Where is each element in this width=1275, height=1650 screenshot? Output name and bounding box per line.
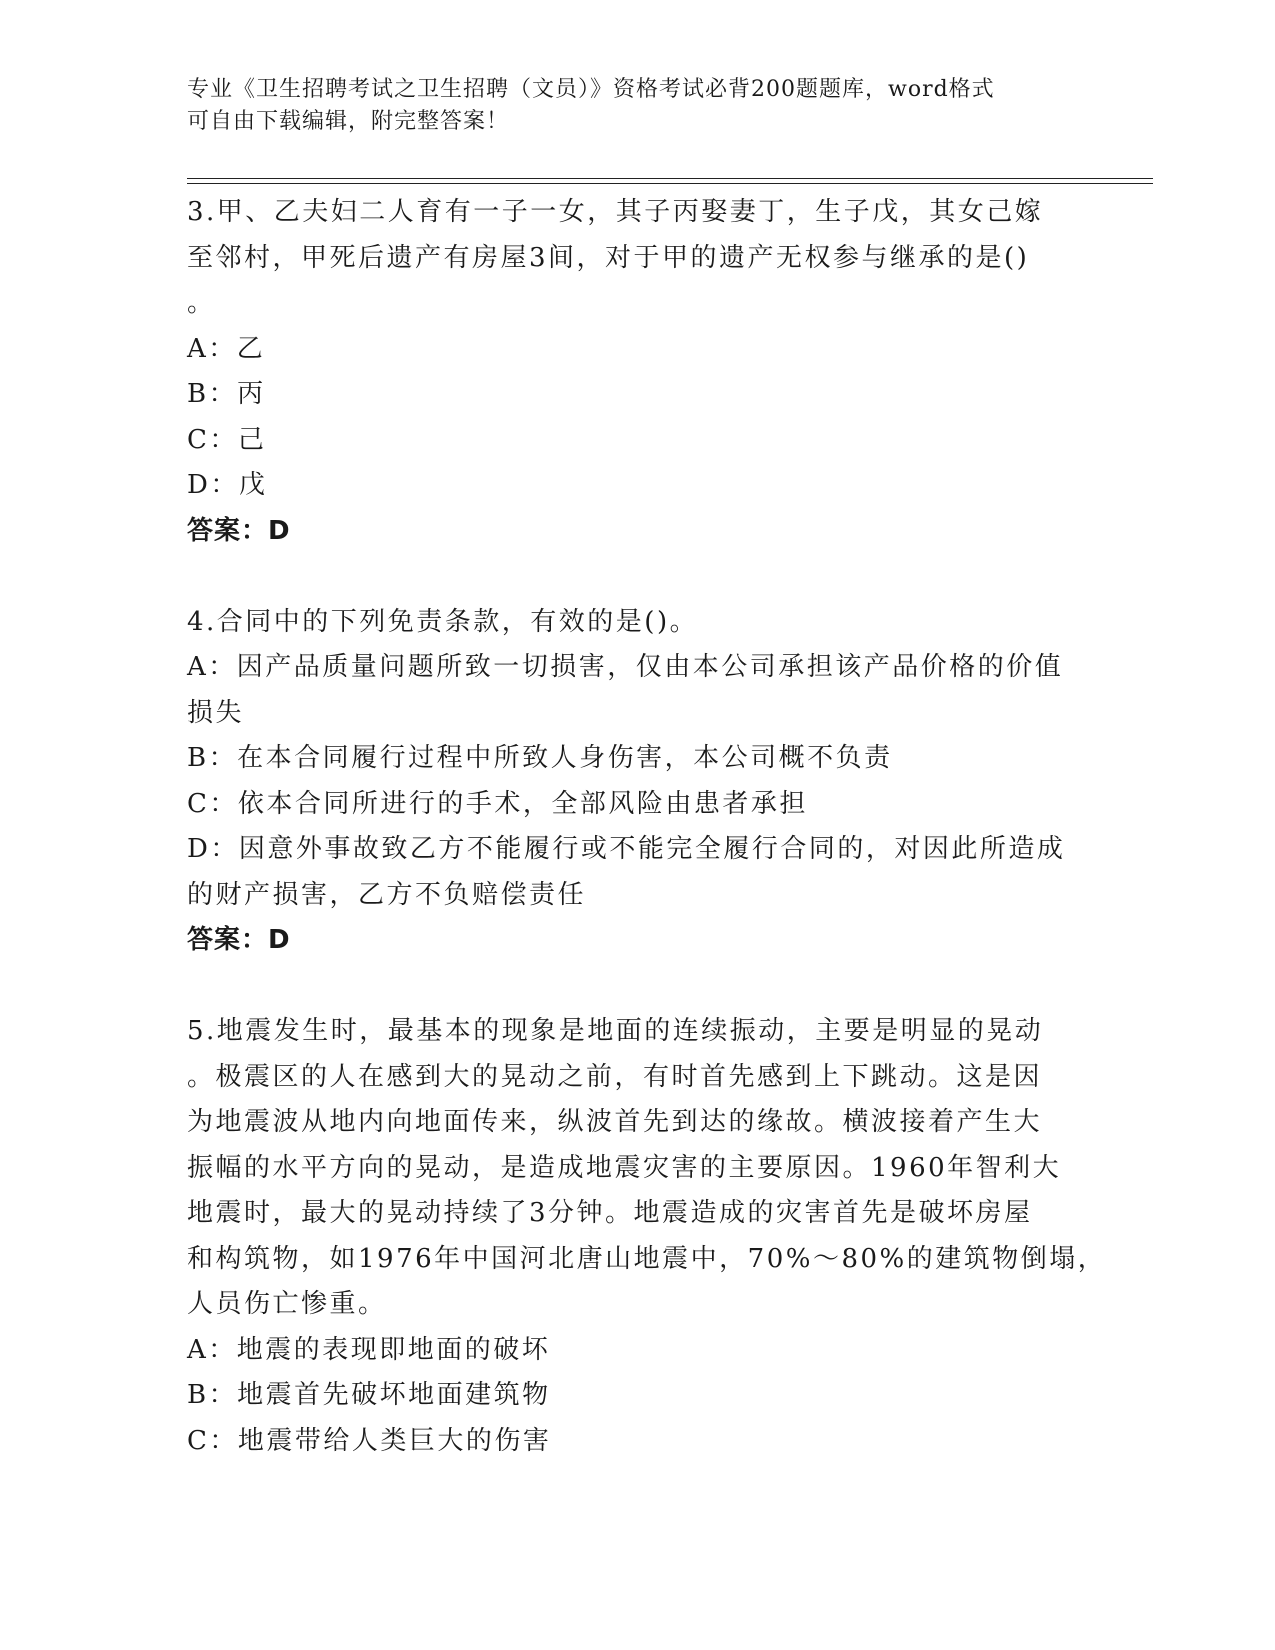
question-stem-line: 3.甲、乙夫妇二人育有一子一女，其子丙娶妻丁，生子戊，其女己嫁 xyxy=(187,197,1044,227)
spacer xyxy=(187,554,1087,600)
header-divider-bottom xyxy=(187,183,1153,184)
option-d: D：因意外事故致乙方不能履行或不能完全履行合同的，对因此所造成 xyxy=(187,834,1066,864)
question-list xyxy=(187,190,1107,1464)
question-stem-line: 至邻村，甲死后遗产有房屋3间，对于甲的遗产无权参与继承的是() xyxy=(187,242,1030,273)
question-stem-line: 为地震波从地内向地面传来，纵波首先到达的缘故。横波接着产生大 xyxy=(187,1107,1043,1137)
answer-label: 答案：D xyxy=(187,925,291,955)
header-line-1: 专业《卫生招聘考试之卫生招聘（文员）》资格考试必背200题题库，word格式 xyxy=(187,77,995,102)
option-a: A：乙 xyxy=(187,333,266,364)
question-stem-line: 人员伤亡惨重。 xyxy=(187,1289,387,1319)
option-d: D：戊 xyxy=(187,470,268,500)
question-stem-line: 和构筑物，如1976年中国河北唐山地震中，70%～80%的建筑物倒塌， xyxy=(187,1243,1107,1274)
question-stem-line: 。 xyxy=(187,288,216,318)
option-d-continued: 的财产损害，乙方不负赔偿责任 xyxy=(187,879,587,910)
question-4 xyxy=(187,600,1087,964)
answer-label: 答案：D xyxy=(187,515,291,546)
option-c: C：地震带给人类巨大的伤害 xyxy=(187,1425,552,1456)
option-b: B：在本合同履行过程中所致人身伤害，本公司概不负责 xyxy=(187,743,893,773)
question-stem-line: 4.合同中的下列免责条款，有效的是()。 xyxy=(187,606,699,637)
question-stem-line: 5.地震发生时，最基本的现象是地面的连续振动，主要是明显的晃动 xyxy=(187,1016,1044,1046)
option-c: C：依本合同所进行的手术，全部风险由患者承担 xyxy=(187,788,808,819)
option-a: A：地震的表现即地面的破坏 xyxy=(187,1334,551,1365)
option-c: C：己 xyxy=(187,424,267,455)
question-stem-line: 。极震区的人在感到大的晃动之前，有时首先感到上下跳动。这是因 xyxy=(187,1061,1043,1092)
question-5 xyxy=(187,1009,1107,1464)
option-a-continued: 损失 xyxy=(187,697,245,728)
option-a: A：因产品质量问题所致一切损害，仅由本公司承担该产品价格的价值 xyxy=(187,652,1064,682)
header-divider-top xyxy=(187,178,1153,179)
question-stem-line: 振幅的水平方向的晃动，是造成地震灾害的主要原因。1960年智利大 xyxy=(187,1152,1062,1183)
header-line-2: 可自由下载编辑，附完整答案！ xyxy=(187,109,510,134)
spacer xyxy=(187,964,1087,1010)
option-b: B：地震首先破坏地面建筑物 xyxy=(187,1380,551,1410)
question-stem-line: 地震时，最大的晃动持续了3分钟。地震造成的灾害首先是破坏房屋 xyxy=(187,1198,1033,1228)
document-header xyxy=(187,74,1067,138)
option-b: B：丙 xyxy=(187,379,266,409)
question-3 xyxy=(187,190,1087,554)
